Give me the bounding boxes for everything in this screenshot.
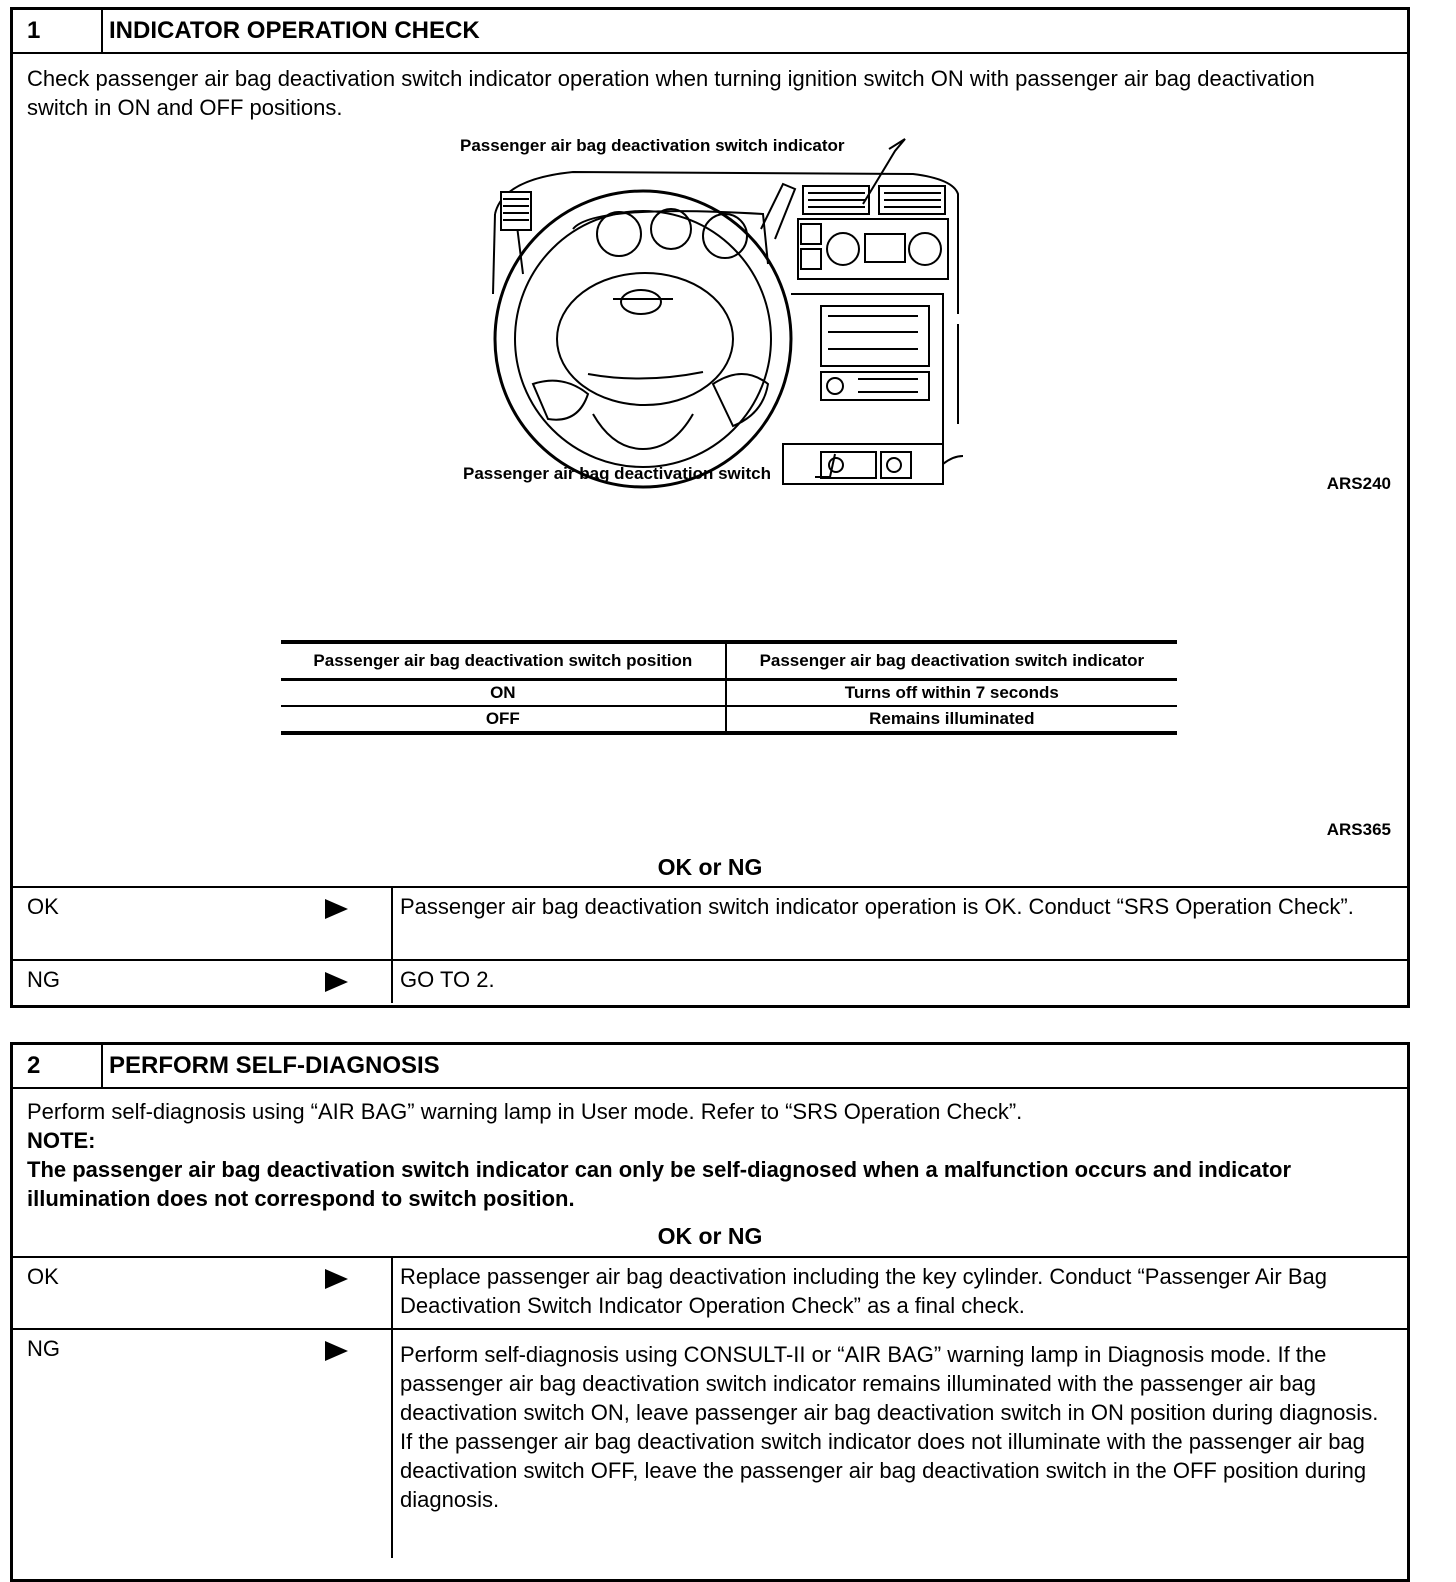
step-2-header <box>13 1045 1407 1089</box>
step-1-body <box>13 54 1407 1005</box>
arrow-right-icon <box>323 1340 349 1362</box>
table-cell: Remains illuminated <box>726 706 1177 733</box>
table-row <box>281 706 1177 733</box>
table-cell: Turns off within 7 seconds <box>726 680 1177 707</box>
step-2-body <box>13 1089 1407 1558</box>
table-header-row <box>281 642 1177 680</box>
result-text: GO TO 2. <box>391 961 1407 1003</box>
arrow-right-icon <box>323 898 349 920</box>
result-text: Replace passenger air bag deactivation including the key cylinder. Conduct “Passenger Air Bag Deactivation Switch Indicator Operation Check” as a final check. <box>391 1258 1407 1328</box>
result-row-ok <box>13 1256 1407 1328</box>
step-instruction: Check passenger air bag deactivation switch indicator operation when turning ignition switch ON with passenger air bag deactivation switch in ON and OFF positions. <box>27 66 1315 120</box>
table-cell: OFF <box>281 706 726 733</box>
step-title: INDICATOR OPERATION CHECK <box>109 17 480 44</box>
result-key: NG <box>27 967 60 992</box>
result-arrow <box>323 961 391 1003</box>
figure-label-indicator: Passenger air bag deactivation switch indicator <box>460 136 845 155</box>
ok-or-ng-label: OK or NG <box>657 854 763 880</box>
table-header-position: Passenger air bag deactivation switch position <box>281 642 726 680</box>
table-code: ARS365 <box>1326 820 1391 839</box>
result-arrow <box>323 1258 391 1328</box>
ok-or-ng-label: OK or NG <box>657 1223 763 1249</box>
table-header-indicator: Passenger air bag deactivation switch indicator <box>726 642 1177 680</box>
indicator-spec-table <box>281 640 1177 735</box>
result-row-ng <box>13 959 1407 1003</box>
result-arrow <box>323 888 391 959</box>
step-1-header <box>13 10 1407 54</box>
leader-line-switch <box>815 454 835 477</box>
step-number: 1 <box>13 10 103 52</box>
result-row-ng <box>13 1328 1407 1558</box>
step-number: 2 <box>13 1045 103 1087</box>
result-key: NG <box>27 1336 60 1361</box>
note-label: NOTE: <box>27 1128 96 1153</box>
figure-label-switch: Passenger air bag deactivation switch <box>463 464 772 483</box>
arrow-right-icon <box>323 971 349 993</box>
result-key: OK <box>27 1264 59 1289</box>
result-text: Perform self-diagnosis using CONSULT-II or “AIR BAG” warning lamp in Diagnosis mode. If the passenger air bag deactivation switch indicator remains illuminated with the passenger air bag deactivation switch ON, leave passenger air bag deactivation switch in ON position during diagnosis. If the passenger air bag deactivation switch indicator does not illuminate with the passenger air bag deactivation switch OFF, leave the passenger air bag deactivation switch in the OFF position during diagnosis. <box>391 1330 1407 1558</box>
result-text: Passenger air bag deactivation switch indicator operation is OK. Conduct “SRS Operation Check”. <box>391 888 1407 959</box>
arrow-right-icon <box>323 1268 349 1290</box>
result-key: OK <box>27 894 59 919</box>
step-instruction: Perform self-diagnosis using “AIR BAG” warning lamp in User mode. Refer to “SRS Operation Check”. <box>27 1099 1023 1124</box>
step-1-results <box>13 886 1407 1003</box>
table-cell: ON <box>281 680 726 707</box>
result-row-ok <box>13 886 1407 959</box>
step-2-panel <box>10 1042 1410 1582</box>
step-title: PERFORM SELF-DIAGNOSIS <box>109 1052 440 1079</box>
figure-code: ARS240 <box>1326 474 1391 493</box>
table-row <box>281 680 1177 707</box>
note-text: The passenger air bag deactivation switch indicator can only be self-diagnosed when a malfunction occurs and indicator illumination does not correspond to switch position. <box>27 1157 1292 1211</box>
dashboard-illustration <box>13 54 1413 494</box>
step-1-panel <box>10 7 1410 1008</box>
result-arrow <box>323 1330 391 1558</box>
